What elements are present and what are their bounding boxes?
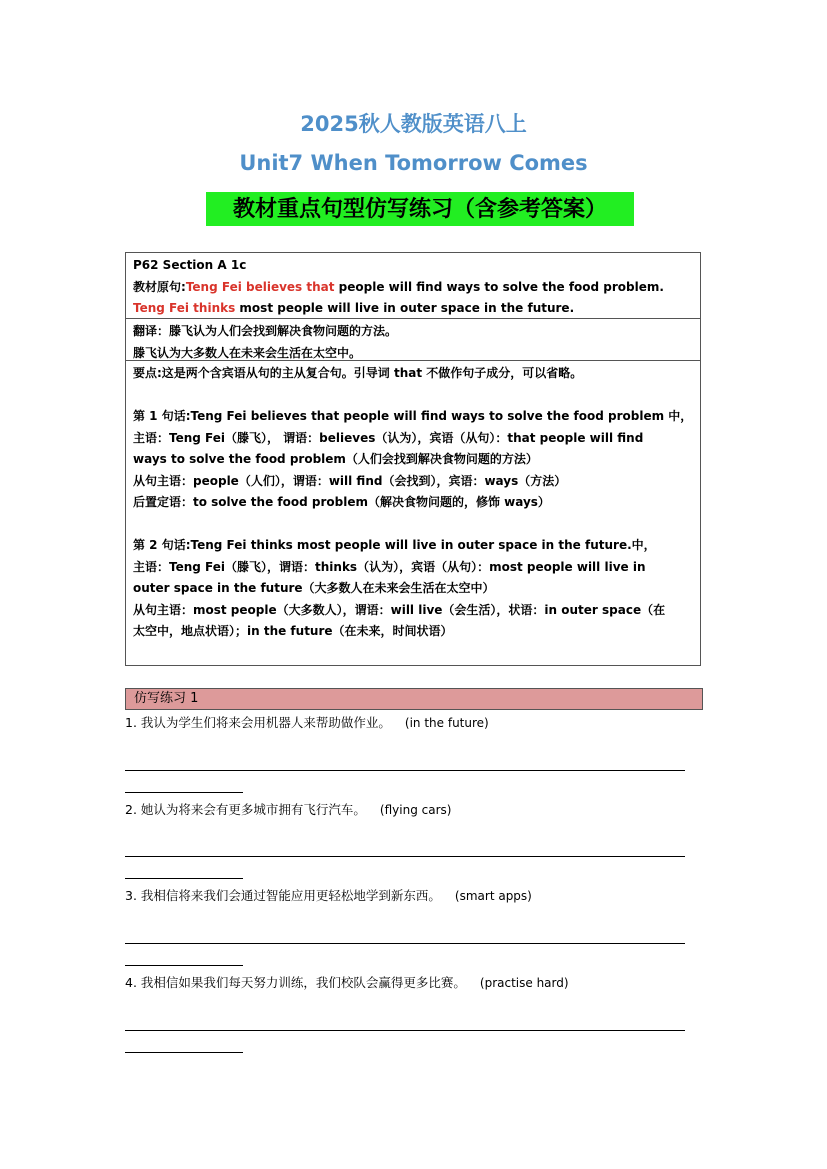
analysis-box xyxy=(125,360,701,666)
analysis-line: 从句主语：most people（大多数人），谓语：will live（会生活），状语：in outer space（在 xyxy=(133,602,666,617)
document-title: 2025秋人教版英语八上 xyxy=(300,112,527,136)
source-label: 教材原句: xyxy=(133,279,186,294)
analysis-line: ways to solve the food problem（人们会找到解决食物问题的方法） xyxy=(133,452,538,466)
exercise-question: 4. 我相信如果我们每天努力训练，我们校队会赢得更多比赛。 xyxy=(125,975,466,990)
answer-line[interactable] xyxy=(125,943,685,944)
analysis-line: 主语：Teng Fei（滕飞），谓语：thinks（认为），宾语（从句）：most people will live in xyxy=(133,559,646,574)
answer-line[interactable] xyxy=(125,878,243,879)
exercise-item-4 xyxy=(125,973,703,991)
answer-line[interactable] xyxy=(125,856,685,857)
exercise-hint: (smart apps) xyxy=(454,889,532,903)
sentence-text: people will find ways to solve the food problem. xyxy=(334,279,664,294)
exercise-item-3 xyxy=(125,886,703,904)
answer-line[interactable] xyxy=(125,792,243,793)
analysis-line: 从句主语：people（人们），谓语：will find（会找到），宾语：ways（方法） xyxy=(133,473,567,488)
answer-line[interactable] xyxy=(125,965,243,966)
analysis-line: outer space in the future（大多数人在未来会生活在太空中） xyxy=(133,581,495,595)
worksheet-subtitle: 教材重点句型仿写练习（含参考答案） xyxy=(206,192,634,226)
analysis-line: 主语：Teng Fei（滕飞）， 谓语：believes（认为），宾语（从句）：that people will find xyxy=(133,430,644,445)
translation-line: 滕飞认为大多数人在未来会生活在太空中。 xyxy=(133,345,362,360)
exercise-item-2 xyxy=(125,800,703,818)
key-point: 要点:这是两个含宾语从句的主从复合句。引导词 that 不做作句子成分，可以省略。 xyxy=(133,366,583,380)
exercise-question: 3. 我相信将来我们会通过智能应用更轻松地学到新东西。 xyxy=(125,888,441,903)
sentence-text: most people will live in outer space in the future. xyxy=(235,301,575,315)
source-sentence-1 xyxy=(133,277,693,299)
section-label: P62 Section A 1c xyxy=(133,258,247,272)
highlight-phrase: Teng Fei thinks xyxy=(133,301,236,315)
exercise-question: 1. 我认为学生们将来会用机器人来帮助做作业。 xyxy=(125,715,391,730)
translation-line: 翻译：滕飞认为人们会找到解决食物问题的方法。 xyxy=(133,324,398,338)
answer-line[interactable] xyxy=(125,770,685,771)
sentence-1-heading: 第 1 句话:Teng Fei believes that people will find ways to solve the food problem 中， xyxy=(133,409,693,423)
analysis-line: 后置定语：to solve the food problem（解决食物问题的，修饰 ways） xyxy=(133,495,550,509)
practice-header: 仿写练习 1 xyxy=(125,688,703,710)
source-sentence-box xyxy=(125,252,701,319)
exercise-hint: (in the future) xyxy=(404,716,489,730)
highlight-phrase: Teng Fei believes that xyxy=(185,279,335,294)
exercise-hint: (flying cars) xyxy=(379,803,452,817)
sentence-2-heading: 第 2 句话:Teng Fei thinks most people will live in outer space in the future.中， xyxy=(133,538,656,552)
answer-line[interactable] xyxy=(125,1030,685,1031)
exercise-hint: (practise hard) xyxy=(479,976,569,990)
exercise-item-1 xyxy=(125,713,703,731)
translation-box xyxy=(125,318,701,361)
unit-title: Unit7 When Tomorrow Comes xyxy=(239,151,588,175)
analysis-line: 太空中，地点状语）；in the future（在未来，时间状语） xyxy=(133,624,453,638)
source-sentence-2 xyxy=(133,298,693,319)
answer-line[interactable] xyxy=(125,1052,243,1053)
exercise-question: 2. 她认为将来会有更多城市拥有飞行汽车。 xyxy=(125,802,366,817)
